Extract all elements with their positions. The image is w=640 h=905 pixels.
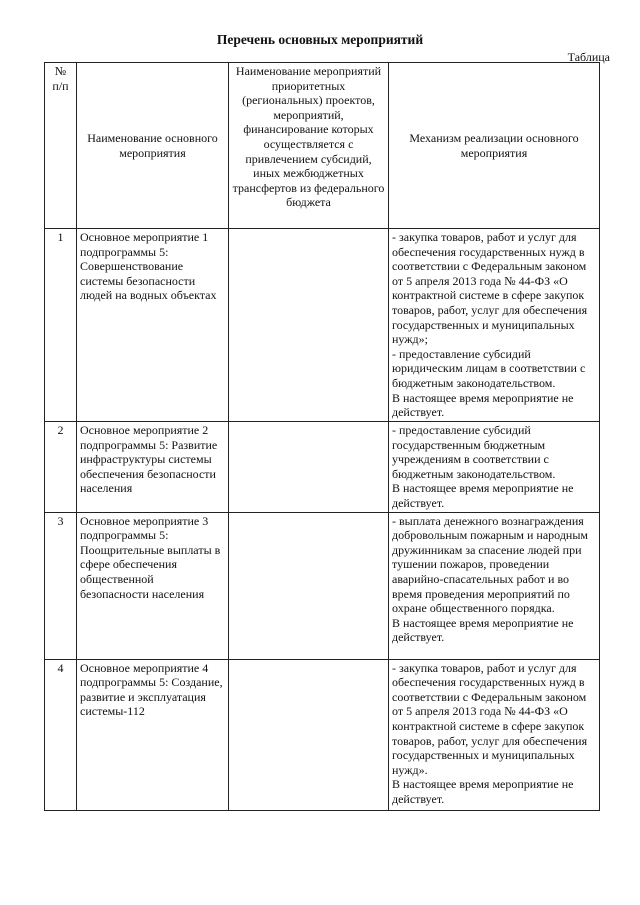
document-title: Перечень основных мероприятий <box>216 32 424 47</box>
row-number-cell: 4 <box>45 659 77 810</box>
activity-name-cell: Основное мероприятие 2 подпрограммы 5: Развитие инфраструктуры системы обеспечения безопасности населения <box>77 422 229 513</box>
table-row <box>45 229 600 422</box>
subsidized-activities-cell <box>229 422 389 513</box>
subsidized-activities-cell <box>229 659 389 810</box>
table-caption: Таблица <box>567 50 610 64</box>
mechanism-cell: - закупка товаров, работ и услуг для обеспечения государственных нужд в соответствии с Федеральным законом от 5 апреля 2013 года № 44-ФЗ «О контрактной системе в сфере закупок товаров, работ, услуг для обеспечения государственных и муниципальных нужд». В настоящее время мероприятие не действует. <box>389 659 600 810</box>
header-subsidized: Наименование мероприятий приоритетных (региональных) проектов, мероприятий, финансирование которых осуществляется с привлечением субсидий, иных межбюджетных трансфертов из федерального бюджета <box>229 63 389 229</box>
row-number-cell: 1 <box>45 229 77 422</box>
row-number-cell: 2 <box>45 422 77 513</box>
header-name: Наименование основного мероприятия <box>77 63 229 229</box>
table-row <box>45 659 600 810</box>
mechanism-cell: - предоставление субсидий государственным бюджетным учреждениям в соответствии с бюджетным законодательством. В настоящее время мероприятие не действует. <box>389 422 600 513</box>
activities-table <box>44 62 600 811</box>
activity-name-cell: Основное мероприятие 1 подпрограммы 5: Совершенствование системы безопасности людей на водных объектах <box>77 229 229 422</box>
table-header-row <box>45 63 600 229</box>
subsidized-activities-cell <box>229 229 389 422</box>
activity-name-cell: Основное мероприятие 4 подпрограммы 5: Создание, развитие и эксплуатация системы-112 <box>77 659 229 810</box>
table-row <box>45 422 600 513</box>
row-number-cell: 3 <box>45 512 77 659</box>
table-row <box>45 512 600 659</box>
mechanism-cell: - закупка товаров, работ и услуг для обеспечения государственных нужд в соответствии с Федеральным законом от 5 апреля 2013 года № 44-ФЗ «О контрактной системе в сфере закупок товаров, работ, услуг для обеспечения государственных и муниципальных нужд»; - предоставление субсидий юридическим лицам в соответствии с бюджетным законодательством. В настоящее время мероприятие не действует. <box>389 229 600 422</box>
activity-name-cell: Основное мероприятие 3 подпрограммы 5: Поощрительные выплаты в сфере обеспечения общественной безопасности населения <box>77 512 229 659</box>
mechanism-cell: - выплата денежного вознаграждения добровольным пожарным и народным дружинникам за спасение людей при тушении пожаров, проведении аварийно-спасательных работ и во время проведения мероприятий по охране общественного порядка. В настоящее время мероприятие не действует. <box>389 512 600 659</box>
subsidized-activities-cell <box>229 512 389 659</box>
header-num: № п/п <box>45 63 77 229</box>
header-mechanism: Механизм реализации основного мероприятия <box>389 63 600 229</box>
